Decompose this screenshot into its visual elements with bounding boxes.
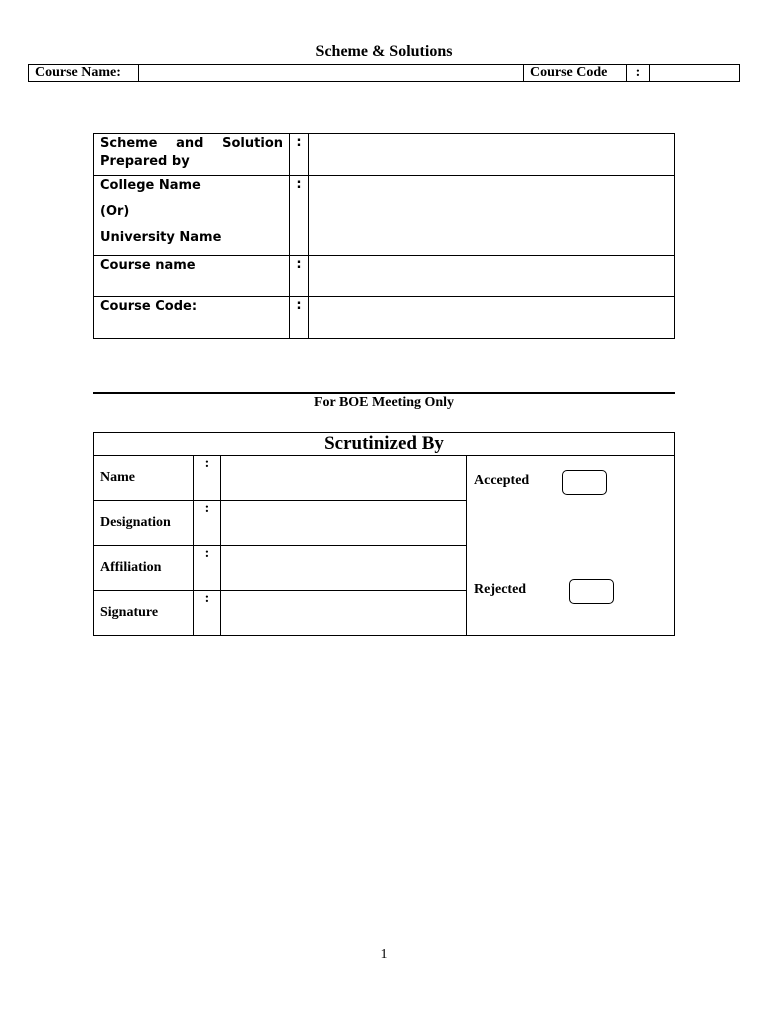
signature-label: Signature <box>94 591 194 636</box>
college-value[interactable] <box>309 176 675 256</box>
designation-value[interactable] <box>221 501 467 546</box>
affiliation-label: Affiliation <box>94 546 194 591</box>
info-course-code-label: Course Code: <box>94 297 290 339</box>
name-colon: : <box>194 456 221 501</box>
name-value[interactable] <box>221 456 467 501</box>
course-code-colon: : <box>627 65 650 82</box>
course-code-value[interactable] <box>650 65 740 82</box>
university-name-label: University Name <box>100 230 222 245</box>
signature-value[interactable] <box>221 591 467 636</box>
college-colon: : <box>290 176 309 256</box>
scrutiny-table <box>93 432 675 636</box>
prepared-by-label-line2: Prepared by <box>100 154 190 169</box>
decision-cell <box>467 456 675 636</box>
course-name-label: Course Name: <box>29 65 139 82</box>
accepted-checkbox[interactable] <box>562 470 607 495</box>
document-title: Scheme & Solutions <box>315 43 453 60</box>
section-divider <box>93 392 675 394</box>
name-label: Name <box>94 456 194 501</box>
info-course-name-label: Course name <box>94 256 290 297</box>
rejected-checkbox[interactable] <box>569 579 614 604</box>
signature-colon: : <box>194 591 221 636</box>
or-label: (Or) <box>100 204 130 219</box>
prepared-by-label: Scheme and Solution <box>100 136 283 151</box>
page-number: 1 <box>380 947 388 962</box>
affiliation-value[interactable] <box>221 546 467 591</box>
prepared-by-colon: : <box>290 134 309 176</box>
info-course-code-value[interactable] <box>309 297 675 339</box>
info-course-code-colon: : <box>290 297 309 339</box>
prepared-by-value[interactable] <box>309 134 675 176</box>
preparer-info-table <box>93 133 675 339</box>
info-course-name-colon: : <box>290 256 309 297</box>
affiliation-colon: : <box>194 546 221 591</box>
college-cell <box>94 176 290 256</box>
designation-label: Designation <box>94 501 194 546</box>
course-header-table <box>28 64 740 82</box>
course-code-label: Course Code <box>524 65 627 82</box>
rejected-label: Rejected <box>474 582 527 597</box>
prepared-by-cell <box>94 134 290 176</box>
info-course-name-value[interactable] <box>309 256 675 297</box>
college-name-label: College Name <box>100 178 201 193</box>
designation-colon: : <box>194 501 221 546</box>
scrutiny-title: Scrutinized By <box>94 433 675 456</box>
boe-note: For BOE Meeting Only <box>313 395 455 410</box>
course-name-value[interactable] <box>139 65 524 82</box>
accepted-label: Accepted <box>474 473 530 488</box>
